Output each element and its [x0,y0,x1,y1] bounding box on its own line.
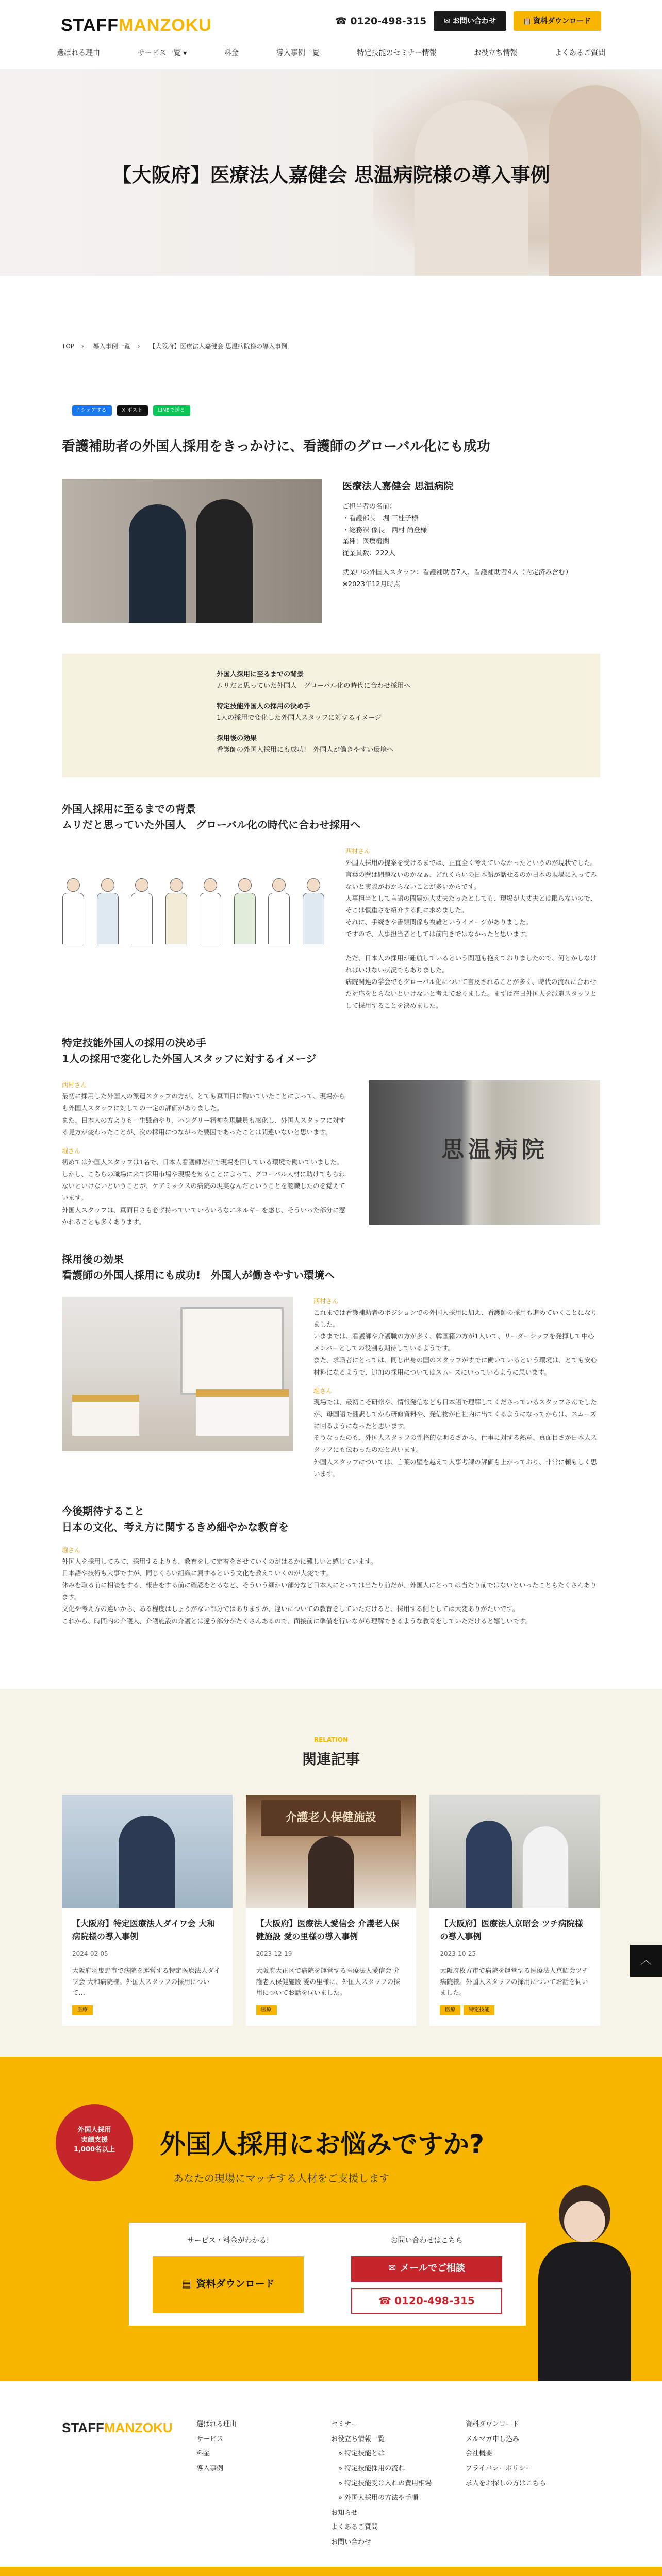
cta-download-col [129,2223,327,2326]
card-thumbnail: 介護老人保健施設 [246,1795,417,1908]
card-tag[interactable]: 医療 [72,2005,93,2015]
hospital-room-photo [62,1297,293,1451]
cta-title: 外国人採用にお悩みですか? [160,2129,485,2160]
footer-link[interactable]: 導入事例 [196,2465,224,2473]
card-title: 【大阪府】医療法人京昭会 ツチ病院様の導入事例 [440,1918,583,1941]
summary-title: 採用後の効果 [217,735,257,743]
mail-icon: ✉ [444,17,453,25]
cta-mail-label: メールでご相談 [400,2263,465,2274]
phone-number: 0120-498-315 [350,15,427,27]
document-icon: ▤ [181,2278,191,2290]
footer-logo[interactable] [62,2417,196,2576]
page-top-button[interactable] [630,1945,662,1977]
cta-person-image [523,2185,647,2381]
cta-download-button[interactable] [153,2256,304,2313]
hero-banner [0,70,662,276]
cta-phone-button[interactable] [351,2288,502,2314]
section-deciding-factor [62,1035,600,1228]
cta-phone-number: 0120-498-315 [394,2294,475,2307]
document-icon: ▤ [523,17,533,25]
nav-item-pricing[interactable]: 料金 [224,49,239,57]
footer-link[interactable]: お役立ち情報一覧 [331,2435,385,2443]
line-share-button[interactable]: LINEで送る [153,405,190,416]
cta-subtitle: あなたの現場にマッチする人材をご支援します [173,2172,390,2185]
footer-link[interactable]: 会社概要 [466,2450,493,2458]
related-articles [0,1689,662,2057]
section-heading: 今後期待すること 日本の文化、考え方に関するきめ細やかな教育を [62,1504,289,1533]
site-footer [0,2381,662,2576]
nav-item-services[interactable]: サービス一覧 ▾ [137,49,187,57]
section-heading: 特定技能外国人の採用の決め手 1人の採用で変化した外国人スタッフに対するイメージ [62,1037,317,1065]
site-header [0,0,662,70]
card-date: 2023-10-25 [440,1950,476,1958]
summary-title: 外国人採用に至るまでの背景 [217,670,304,679]
copyright [0,2567,662,2576]
related-label: RELATION [313,1736,349,1743]
speaker-name: 堀さん [62,1147,81,1155]
footer-link[interactable]: プライバシーポリシー [466,2465,533,2473]
download-button-label: 資料ダウンロード [533,17,591,25]
facebook-share-button[interactable]: f シェアする [72,405,112,416]
cta-mail-button[interactable] [351,2256,502,2282]
footer-link[interactable]: » 特定技能受け入れの費用相場 [338,2479,432,2487]
x-post-button[interactable]: X ポスト [117,405,148,416]
speaker-name: 西村さん [313,1297,339,1305]
share-buttons [72,405,662,416]
footer-link[interactable]: セミナー [331,2420,358,2429]
section-heading: 採用後の効果 看護師の外国人採用にも成功! 外国人が働きやすい環境へ [62,1252,335,1281]
footer-link[interactable]: 料金 [196,2450,210,2458]
section-heading: 外国人採用に至るまでの背景 ムリだと思っていた外国人 グローバル化の時代に合わせ採用へ [62,803,360,832]
cta-box [129,2223,526,2326]
summary-box [62,654,600,778]
nav-item-cases[interactable]: 導入事例一覧 [276,49,320,57]
breadcrumb-cases[interactable]: 導入事例一覧 [93,343,130,350]
interviewee-photo [62,479,322,623]
footer-col-3 [466,2417,600,2576]
summary-desc: ムリだと思っていた外国人 グローバル化の時代に合わせ採用へ [217,682,411,690]
card-thumbnail [429,1795,600,1908]
logo-text-manzoku: MANZOKU [104,2420,173,2436]
logo-text-staff: STAFF [62,2420,104,2436]
footer-link[interactable]: 資料ダウンロード [466,2420,520,2429]
card-tag[interactable]: 特定技能 [464,2005,494,2015]
card-tag[interactable]: 医療 [256,2005,277,2015]
contact-button[interactable] [434,11,506,31]
company-info [62,479,600,623]
related-card[interactable] [246,1795,417,2026]
section-body: 最初に採用した外国人の派遣スタッフの方が、とても真面目に働いていたことによって、現場からも外国人スタッフに対しての一定の評価がありました。 また、日本人の方よりも一生懸命やり、ハングリー精神を現職員も感化し、外国人スタッフに対する見方が変わったことが、次の採用につながった要因であったことは間違いないと思います。 [62,1092,345,1136]
info-line: ※2023年12月時点 [342,580,401,588]
info-line: 就業中の外国人スタッフ：看護補助者7人、看護補助者4人（内定済み含む） [342,568,572,577]
card-thumbnail [62,1795,233,1908]
speaker-name: 堀さん [62,1546,81,1554]
cta-download-label: 資料ダウンロード [196,2278,275,2290]
card-title: 【大阪府】特定医療法人ダイワ会 大和病院様の導入事例 [72,1918,216,1941]
phone-icon: ☎ [335,15,347,27]
section-body: これまでは看護補助者のポジションでの外国人採用に加え、看護師の採用も進めていくことになりました。 いままでは、看護師や介護職の方が多く、韓国籍の方が1人いて、リーダーシップを発揮して中心メンバーとしての役割も期待しているようです。 また、求職者にとっては、同じ出身の国のスタッフがすでに働いているという環境は、とても安心材料になるようで、追加の採用についてはスムーズにいっているように思います。 [313,1308,598,1376]
phone-icon: ☎ [378,2294,392,2307]
speaker-name: 西村さん [345,848,371,855]
section-body: 外国人を採用してみて、採用するよりも、教育をして定着をさせていくのがはるかに難しいと感じています。 日本語や技術も大事ですが、同じくらい組織に属するという文化を教えていくのが大変です。 休みを取る前に相談をする、報告をする前に確認をとるなど、そういう細かい部分など日本人にとっては当たり前だが、外国人にとっては当たり前ではないといったこともたくさんあります。 文化や考え方の違いから、ある程度はしょうがない部分ではありますが、違いについての教育をしていただけると、採用する側としては大変ありがたいです。 これから、時間内の介護人、介護施設の介護とは違う部分がたくさんあるので、面接前に準備を行いながら理解できるような教育をしていただけると嬉しいです。 [62,1557,597,1625]
breadcrumb-top[interactable]: TOP [62,343,75,350]
summary-desc: 1人の採用で変化した外国人スタッフに対するイメージ [217,714,382,722]
summary-item [217,701,600,724]
speaker-name: 堀さん [313,1387,333,1395]
chevron-up-icon: ︿ [640,1954,652,1967]
card-desc: 大阪府枚方市で病院を運営する医療法人京昭会ツチ病院様。外国人スタッフの採用についてお話を伺いました。 [440,1967,588,1996]
nav-item-seminar[interactable]: 特定技能のセミナー情報 [357,49,437,57]
section-body: 現場では、最初こそ研修や、情報発信なども日本語で理解してくださっているスタッフさんでしたが、母国語で翻訳してから研修資料や、発信物が自社内に出てくるようになってからは、スムーズに回るようになったと思います。 そうなったのも、外国人スタッフの性格的な明るさから、仕事に対する熱意、真面目さが日本人スタッフにも伝わったのだと思います。 外国人スタッフについては、言葉の壁を越えて人事考課の評価も上がっており、非常に頼もしく思います。 [313,1398,598,1478]
section-expectations [62,1503,600,1627]
footer-col-1 [196,2417,331,2576]
site-logo[interactable] [61,11,212,39]
related-title: 関連記事 [302,1750,360,1768]
logo-text-staff: STAFF [61,15,119,35]
article-heading: 看護補助者の外国人採用をきっかけに、看護師のグローバル化にも成功 [62,439,490,455]
header-actions [335,11,601,31]
summary-desc: 看護師の外国人採用にも成功! 外国人が働きやすい環境へ [217,746,394,754]
footer-link[interactable]: 選ばれる理由 [196,2420,237,2429]
speaker-name: 西村さん [62,1081,87,1089]
section-background [62,801,600,1011]
nav-item-useful-info[interactable]: お役立ち情報 [474,49,518,57]
page-title: 【大阪府】医療法人嘉健会 思温病院様の導入事例 [112,164,550,187]
breadcrumb-separator: › [81,343,84,350]
footer-link[interactable]: お知らせ [331,2509,358,2517]
section-body: 初めては外国人スタッフは1名で、日本人看護師だけで現場を回している環境で働いていました。 しかし、こちらの職場に来て採用市場や現場を知ることによって、グローバル人材に助けてもらわないといけないということが、ケアミックスの病院の現実なんだということを認識したのを覚えています。 外国人スタッフは、真面目さも必ず持っていていろいろなエネルギーを感じ、そういった部分に惹かれることも多くあります。 [62,1158,346,1226]
staff-illustration [62,846,325,944]
footer-col-2 [331,2417,466,2576]
facility-name: 医療法人嘉健会 思温病院 [342,480,454,492]
section-body: 外国人採用の提案を受けるまでは、正直全く考えていなかったというのが現状でした。 言葉の壁は問題ないのかなぁ、どれくらいの日本語が話せるのか日本の現場に入ってみないと実際がわからないことが多いからです。 人事担当として言語の問題が大丈夫だったとしても、現場が大丈夫とは限らないので、そこは慎重さを紹介する側に求めました。 それに、手続きや書類関係も複雑というイメージがありました。 ですので、人事担当者としては前向きではなかったと思います。 ただ、日本人の採用が難航しているという問題も抱えておりましたので、何とかしなければいけない状況でもありました。 病院関連の学会でもグローバル化について言及されることが多く、時代の流れに合わせた対応をとらないといけないと考えておりました。まずは在日外国人を派遣スタッフとして採用することを決めました。 [345,858,597,1010]
summary-title: 特定技能外国人の採用の決め手 [217,702,311,710]
header-phone[interactable] [335,13,427,29]
footer-link[interactable]: サービス [196,2435,224,2443]
logo-text-manzoku: MANZOKU [119,15,212,35]
breadcrumb-current: 【大阪府】医療法人嘉健会 思温病院様の導入事例 [149,343,288,350]
global-nav [52,47,610,59]
card-date: 2023-12-19 [256,1950,292,1958]
section-effects [62,1251,600,1480]
info-line: 従業員数：222人 [342,550,395,558]
cta-col-title: サービス・料金がわかる! [187,2236,270,2245]
contact-button-label: お問い合わせ [452,17,496,25]
breadcrumb [62,342,662,351]
footer-link[interactable]: よくあるご質問 [331,2523,378,2532]
summary-item [217,733,600,756]
footer-link[interactable]: お問い合わせ [331,2538,372,2546]
footer-link[interactable]: » 特定技能採用の流れ [338,2465,405,2473]
card-desc: 大阪府大正区で病院を運営する医療法人愛信会 介護老人保健施設 愛の里様に、外国人スタッフの採用についてお話を伺いました。 [256,1967,400,1996]
info-line: ・看護部長 堀 三桂子様 [342,514,419,522]
nav-item-reasons[interactable]: 選ばれる理由 [57,49,100,57]
info-line: ご担当者の名前： [342,503,396,511]
footer-link[interactable]: メルマガ申し込み [466,2435,520,2443]
info-line: ・総務課 係長 西村 尚登様 [342,526,427,534]
cta-contact-col [327,2223,526,2326]
mail-icon: ✉ [388,2263,396,2274]
article-main [62,436,600,1627]
cta-col-title: お問い合わせはこちら [390,2236,463,2245]
hospital-sign-photo: 思温病院 [369,1080,600,1225]
related-card[interactable] [62,1795,233,2026]
card-tag[interactable]: 医療 [440,2005,460,2015]
footer-link[interactable]: 求人をお探しの方はこちら [466,2479,547,2487]
download-button[interactable] [514,11,601,31]
cta-section [0,2057,662,2381]
card-date: 2024-02-05 [72,1950,108,1958]
nav-item-faq[interactable]: よくあるご質問 [554,49,605,57]
achievement-badge: 外国人採用 実績支援 1,000名以上 [56,2104,133,2181]
summary-item [217,669,600,692]
card-desc: 大阪府羽曳野市で病院を運営する特定医療法人ダイワ会 大和病院様。外国人スタッフの採用について… [72,1967,221,1996]
info-line: 業種：医療機関 [342,538,390,546]
breadcrumb-separator: › [137,343,140,350]
card-title: 【大阪府】医療法人愛信会 介護老人保健施設 愛の里様の導入事例 [256,1918,400,1941]
related-card[interactable] [429,1795,600,2026]
footer-link[interactable]: » 外国人採用の方法や手順 [338,2494,419,2502]
footer-link[interactable]: » 特定技能とは [338,2450,385,2458]
